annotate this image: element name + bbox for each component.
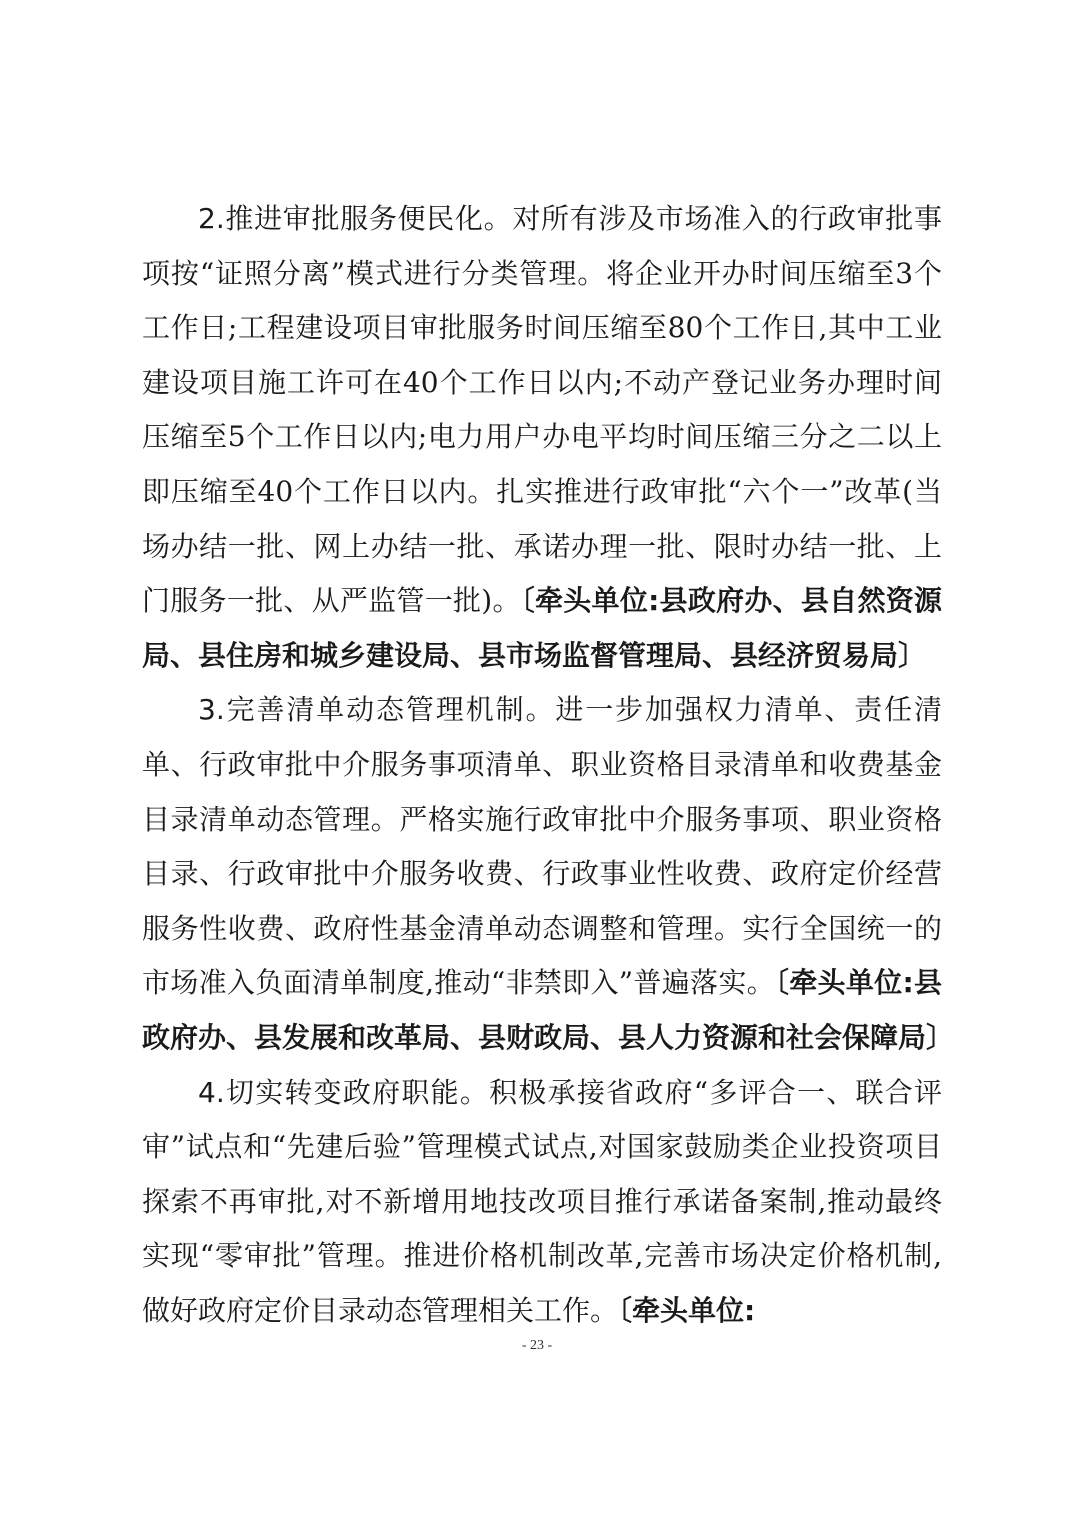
lead-unit-note: 〔牵头单位: — [618, 1293, 756, 1327]
lead-unit-note: 〔牵头单位:县政府办、县自然资源局、县住房和城乡建设局、县市场监督管理局、县经济贸易局〕 — [142, 584, 942, 672]
paragraph-body: 积极承接省政府“多评合一、联合评审”试点和“先建后验”管理模式试点,对国家鼓励类企业投资项目探索不再审批,对不新增用地技改项目推行承诺备案制,推动最终实现“零审批”管理。推进价格机制改革,完善市场决定价格机制,做好政府定价目录动态管理相关工作。 — [142, 1075, 942, 1327]
paragraph-item-4 — [142, 1066, 942, 1339]
paragraph-item-3 — [142, 683, 955, 1065]
paragraph-heading: 3.完善清单动态管理机制。 — [198, 693, 556, 727]
paragraph-heading: 4.切实转变政府职能。 — [198, 1075, 490, 1109]
paragraph-item-2 — [142, 192, 942, 683]
paragraph-body: 进一步加强权力清单、责任清单、行政审批中介服务事项清单、职业资格目录清单和收费基金目录清单动态管理。严格实施行政审批中介服务事项、职业资格目录、行政审批中介服务收费、行政事业性收费、政府定价经营服务性收费、政府性基金清单动态调整和管理。实行全国统一的市场准入负面清单制度,推动“非禁即入”普遍落实。 — [142, 693, 942, 1000]
paragraph-heading: 2.推进审批服务便民化。 — [198, 202, 513, 235]
paragraph-body: 对所有涉及市场准入的行政审批事项按“证照分离”模式进行分类管理。将企业开办时间压缩至3个工作日;工程建设项目审批服务时间压缩至80个工作日,其中工业建设项目施工许可在40个工作日以内;不动产登记业务办理时间压缩至5个工作日以内;电力用户办电平均时间压缩三分之二以上即压缩至40个工作日以内。扎实推进行政审批“六个一”改革(当场办结一批、网上办结一批、承诺办理一批、限时办结一批、上门服务一批、从严监管一批)。 — [142, 202, 942, 618]
body-text — [142, 192, 955, 1338]
lead-unit-note: 〔牵头单位:县政府办、县发展和改革局、县财政局、县人力资源和社会保障局〕 — [142, 966, 955, 1054]
page-number: - 23 - — [521, 1338, 553, 1353]
